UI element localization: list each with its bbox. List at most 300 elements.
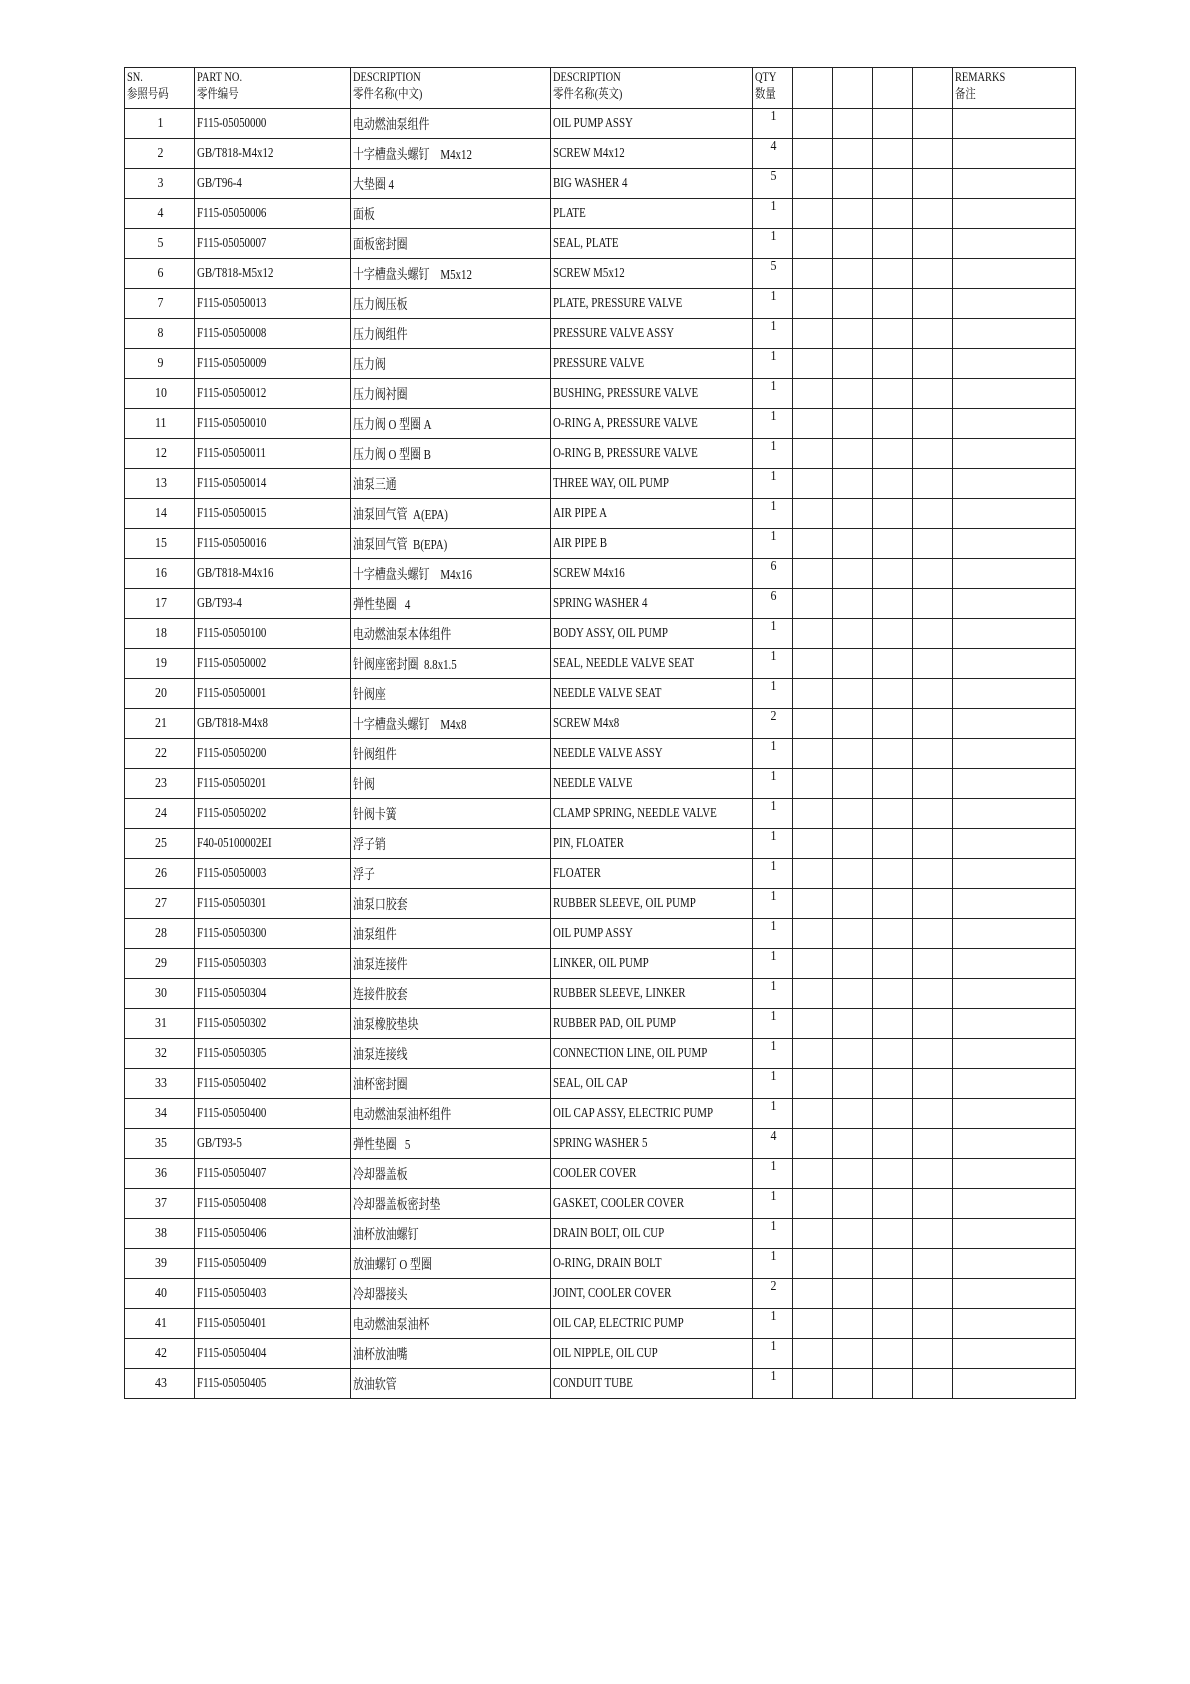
description-en-cell-text: CONNECTION LINE, OIL PUMP xyxy=(553,1045,708,1061)
blank-cell xyxy=(873,619,913,649)
sn-cell xyxy=(125,1339,195,1369)
sn-cell xyxy=(125,649,195,679)
description-cn-cell-text: 油泵回气管 A(EPA) xyxy=(353,507,448,523)
description-en-cell-text: NEEDLE VALVE ASSY xyxy=(553,745,663,761)
blank-cell xyxy=(793,1099,833,1129)
blank-cell xyxy=(833,1219,873,1249)
qty-cell-text: 1 xyxy=(770,1009,777,1024)
sn-cell-text: 30 xyxy=(154,985,167,1001)
remarks-cell xyxy=(953,619,1076,649)
remarks-cell xyxy=(953,1219,1076,1249)
blank-cell xyxy=(913,1189,953,1219)
part-no-cell-text: F115-05050003 xyxy=(197,865,267,881)
sn-cell xyxy=(125,469,195,499)
sn-cell xyxy=(125,829,195,859)
part-no-cell-text: F115-05050001 xyxy=(197,685,267,701)
qty-cell xyxy=(753,1339,793,1369)
sn-cell-text: 2 xyxy=(157,145,164,161)
table-row xyxy=(125,199,1076,229)
remarks-cell xyxy=(953,469,1076,499)
description-cn-cell xyxy=(351,469,551,499)
part-no-cell xyxy=(195,289,351,319)
part-no-cell-text: F115-05050015 xyxy=(197,505,267,521)
blank-cell xyxy=(873,229,913,259)
blank-cell xyxy=(913,1039,953,1069)
blank-cell xyxy=(913,1159,953,1189)
description-en-cell xyxy=(551,1369,753,1399)
remarks-cell xyxy=(953,1309,1076,1339)
qty-cell-text: 1 xyxy=(770,409,777,424)
part-no-cell-text: F115-05050300 xyxy=(197,925,267,941)
table-row xyxy=(125,559,1076,589)
qty-cell-text: 1 xyxy=(770,1189,777,1204)
description-en-cell-text: SEAL, OIL CAP xyxy=(553,1075,628,1091)
blank-cell xyxy=(793,169,833,199)
blank-cell xyxy=(793,619,833,649)
part-no-cell-text: F115-05050405 xyxy=(197,1375,267,1391)
blank-cell xyxy=(913,679,953,709)
qty-cell-text: 1 xyxy=(770,619,777,634)
blank-cell xyxy=(833,709,873,739)
remarks-cell xyxy=(953,499,1076,529)
blank-cell xyxy=(913,1129,953,1159)
remarks-cell xyxy=(953,859,1076,889)
blank-cell xyxy=(913,709,953,739)
description-en-cell-text: SPRING WASHER 4 xyxy=(553,595,648,611)
blank-cell xyxy=(913,889,953,919)
header-remarks-cn: 备注 xyxy=(955,86,976,101)
part-no-cell xyxy=(195,199,351,229)
qty-cell xyxy=(753,889,793,919)
blank-cell xyxy=(873,1009,913,1039)
blank-cell xyxy=(913,769,953,799)
blank-cell xyxy=(913,409,953,439)
sn-cell xyxy=(125,1129,195,1159)
description-en-cell-text: BODY ASSY, OIL PUMP xyxy=(553,625,668,641)
qty-cell-text: 1 xyxy=(770,949,777,964)
remarks-cell xyxy=(953,199,1076,229)
description-cn-cell-text: 十字槽盘头螺钉 M5x12 xyxy=(353,267,472,283)
description-cn-cell xyxy=(351,649,551,679)
blank-cell xyxy=(833,439,873,469)
table-row xyxy=(125,379,1076,409)
part-no-cell xyxy=(195,1219,351,1249)
qty-cell-text: 4 xyxy=(770,1129,777,1144)
description-en-cell-text: OIL PUMP ASSY xyxy=(553,925,633,941)
part-no-cell xyxy=(195,1129,351,1159)
description-cn-cell-text: 压力阀组件 xyxy=(353,327,408,343)
blank-cell xyxy=(793,769,833,799)
part-no-cell-text: GB/T818-M4x8 xyxy=(197,715,268,731)
qty-cell-text: 1 xyxy=(770,889,777,904)
description-en-cell xyxy=(551,1129,753,1159)
table-row xyxy=(125,529,1076,559)
remarks-cell xyxy=(953,289,1076,319)
blank-cell xyxy=(913,169,953,199)
blank-cell xyxy=(913,109,953,139)
description-en-cell xyxy=(551,199,753,229)
qty-cell-text: 1 xyxy=(770,1099,777,1114)
part-no-cell xyxy=(195,979,351,1009)
description-en-cell xyxy=(551,319,753,349)
qty-cell-text: 1 xyxy=(770,859,777,874)
description-en-cell-text: NEEDLE VALVE xyxy=(553,775,633,791)
description-cn-cell xyxy=(351,1009,551,1039)
table-row xyxy=(125,979,1076,1009)
part-no-cell-text: F115-05050403 xyxy=(197,1285,267,1301)
description-en-cell-text: AIR PIPE B xyxy=(553,535,608,551)
sn-cell xyxy=(125,1039,195,1069)
table-row xyxy=(125,1339,1076,1369)
remarks-cell xyxy=(953,769,1076,799)
blank-cell xyxy=(913,349,953,379)
blank-cell xyxy=(873,289,913,319)
part-no-cell xyxy=(195,559,351,589)
description-en-cell xyxy=(551,679,753,709)
blank-cell xyxy=(833,139,873,169)
description-cn-cell xyxy=(351,619,551,649)
header-description-cn-en: DESCRIPTION xyxy=(353,69,421,84)
description-en-cell xyxy=(551,1189,753,1219)
blank-cell xyxy=(833,379,873,409)
qty-cell-text: 5 xyxy=(770,259,777,274)
part-no-cell xyxy=(195,529,351,559)
blank-cell xyxy=(873,319,913,349)
remarks-cell xyxy=(953,1279,1076,1309)
blank-cell xyxy=(913,259,953,289)
blank-cell xyxy=(833,1099,873,1129)
qty-cell xyxy=(753,949,793,979)
blank-cell xyxy=(913,379,953,409)
part-no-cell xyxy=(195,619,351,649)
blank-cell xyxy=(793,1039,833,1069)
part-no-cell-text: F115-05050406 xyxy=(197,1225,267,1241)
blank-cell xyxy=(793,1249,833,1279)
qty-cell-text: 1 xyxy=(770,379,777,394)
qty-cell-text: 1 xyxy=(770,799,777,814)
qty-cell xyxy=(753,1249,793,1279)
blank-cell xyxy=(793,1189,833,1219)
qty-cell xyxy=(753,1369,793,1399)
blank-cell xyxy=(873,709,913,739)
parts-list-table xyxy=(124,67,1076,1399)
qty-cell-text: 1 xyxy=(770,739,777,754)
blank-cell xyxy=(833,169,873,199)
description-en-cell xyxy=(551,139,753,169)
part-no-cell xyxy=(195,439,351,469)
remarks-cell xyxy=(953,169,1076,199)
description-cn-cell-text: 弹性垫圈 4 xyxy=(353,597,411,613)
sn-cell-text: 41 xyxy=(154,1315,167,1331)
qty-cell xyxy=(753,1069,793,1099)
part-no-cell xyxy=(195,949,351,979)
description-cn-cell-text: 压力阀压板 xyxy=(353,297,408,313)
part-no-cell-text: F115-05050010 xyxy=(197,415,267,431)
description-en-cell xyxy=(551,1039,753,1069)
part-no-cell xyxy=(195,1249,351,1279)
blank-cell xyxy=(913,1339,953,1369)
part-no-cell-text: F115-05050011 xyxy=(197,445,266,461)
table-row xyxy=(125,229,1076,259)
blank-cell xyxy=(913,139,953,169)
qty-cell-text: 1 xyxy=(770,1369,777,1384)
blank-cell xyxy=(873,1339,913,1369)
sn-cell-text: 34 xyxy=(154,1105,167,1121)
description-cn-cell-text: 电动燃油泵油杯 xyxy=(353,1317,430,1333)
table-row xyxy=(125,289,1076,319)
header-remarks-en: REMARKS xyxy=(955,69,1006,84)
blank-cell xyxy=(873,259,913,289)
description-en-cell xyxy=(551,1159,753,1189)
blank-cell xyxy=(873,469,913,499)
blank-cell xyxy=(793,259,833,289)
blank-cell xyxy=(873,199,913,229)
qty-cell xyxy=(753,589,793,619)
remarks-cell xyxy=(953,889,1076,919)
blank-cell xyxy=(833,589,873,619)
description-cn-cell xyxy=(351,709,551,739)
description-cn-cell xyxy=(351,169,551,199)
part-no-cell xyxy=(195,589,351,619)
remarks-cell xyxy=(953,649,1076,679)
description-cn-cell xyxy=(351,679,551,709)
description-cn-cell xyxy=(351,1099,551,1129)
qty-cell-text: 1 xyxy=(770,349,777,364)
part-no-cell-text: F115-05050200 xyxy=(197,745,267,761)
remarks-cell xyxy=(953,919,1076,949)
description-cn-cell xyxy=(351,139,551,169)
description-cn-cell xyxy=(351,1219,551,1249)
part-no-cell xyxy=(195,649,351,679)
sn-cell xyxy=(125,739,195,769)
part-no-cell-text: F115-05050401 xyxy=(197,1315,267,1331)
description-en-cell xyxy=(551,529,753,559)
qty-cell xyxy=(753,919,793,949)
blank-cell xyxy=(833,1369,873,1399)
qty-cell xyxy=(753,469,793,499)
sn-cell-text: 15 xyxy=(154,535,167,551)
blank-cell xyxy=(833,559,873,589)
header-blank-1 xyxy=(793,68,833,109)
table-row xyxy=(125,859,1076,889)
description-cn-cell xyxy=(351,1369,551,1399)
remarks-cell xyxy=(953,1129,1076,1159)
blank-cell xyxy=(913,1219,953,1249)
description-en-cell xyxy=(551,1279,753,1309)
header-part-no xyxy=(195,68,351,109)
blank-cell xyxy=(793,529,833,559)
part-no-cell xyxy=(195,1369,351,1399)
blank-cell xyxy=(833,1069,873,1099)
description-cn-cell-text: 连接件胶套 xyxy=(353,987,408,1003)
description-cn-cell xyxy=(351,739,551,769)
blank-cell xyxy=(833,979,873,1009)
blank-cell xyxy=(793,1309,833,1339)
qty-cell xyxy=(753,349,793,379)
blank-cell xyxy=(833,859,873,889)
table-row xyxy=(125,919,1076,949)
blank-cell xyxy=(873,979,913,1009)
description-cn-cell xyxy=(351,379,551,409)
sn-cell-text: 6 xyxy=(157,265,164,281)
table-row xyxy=(125,139,1076,169)
qty-cell xyxy=(753,559,793,589)
description-cn-cell-text: 油泵三通 xyxy=(353,477,397,493)
blank-cell xyxy=(913,979,953,1009)
description-cn-cell xyxy=(351,229,551,259)
blank-cell xyxy=(873,589,913,619)
sn-cell-text: 42 xyxy=(154,1345,167,1361)
remarks-cell xyxy=(953,409,1076,439)
blank-cell xyxy=(833,889,873,919)
description-cn-cell-text: 压力阀 O 型圈 A xyxy=(353,417,432,433)
blank-cell xyxy=(913,529,953,559)
description-cn-cell-text: 针阀卡簧 xyxy=(353,807,397,823)
description-cn-cell-text: 油杯密封圈 xyxy=(353,1077,408,1093)
qty-cell-text: 1 xyxy=(770,1219,777,1234)
description-cn-cell-text: 冷却器接头 xyxy=(353,1287,408,1303)
header-blank-2 xyxy=(833,68,873,109)
sn-cell xyxy=(125,259,195,289)
part-no-cell-text: GB/T818-M5x12 xyxy=(197,265,274,281)
description-en-cell xyxy=(551,739,753,769)
sn-cell-text: 24 xyxy=(154,805,167,821)
blank-cell xyxy=(793,859,833,889)
blank-cell xyxy=(833,1039,873,1069)
description-en-cell-text: FLOATER xyxy=(553,865,601,881)
description-en-cell-text: DRAIN BOLT, OIL CUP xyxy=(553,1225,665,1241)
description-en-cell xyxy=(551,1069,753,1099)
qty-cell xyxy=(753,1279,793,1309)
blank-cell xyxy=(873,559,913,589)
part-no-cell-text: F115-05050009 xyxy=(197,355,267,371)
blank-cell xyxy=(793,139,833,169)
part-no-cell-text: F115-05050002 xyxy=(197,655,267,671)
sn-cell xyxy=(125,1009,195,1039)
sn-cell xyxy=(125,229,195,259)
blank-cell xyxy=(793,229,833,259)
description-cn-cell-text: 油泵连接线 xyxy=(353,1047,408,1063)
description-en-cell-text: OIL CAP ASSY, ELECTRIC PUMP xyxy=(553,1105,714,1121)
description-cn-cell-text: 电动燃油泵组件 xyxy=(353,117,430,133)
blank-cell xyxy=(913,1249,953,1279)
part-no-cell-text: F40-05100002EI xyxy=(197,835,272,851)
sn-cell xyxy=(125,199,195,229)
part-no-cell xyxy=(195,1159,351,1189)
part-no-cell-text: F115-05050202 xyxy=(197,805,267,821)
blank-cell xyxy=(913,1099,953,1129)
blank-cell xyxy=(873,769,913,799)
description-en-cell xyxy=(551,1099,753,1129)
description-cn-cell xyxy=(351,319,551,349)
header-qty-en: QTY xyxy=(755,69,777,84)
sn-cell-text: 7 xyxy=(157,295,164,311)
sn-cell-text: 43 xyxy=(154,1375,167,1391)
blank-cell xyxy=(913,1009,953,1039)
blank-cell xyxy=(873,109,913,139)
blank-cell xyxy=(833,619,873,649)
description-cn-cell-text: 面板密封圈 xyxy=(353,237,408,253)
qty-cell-text: 1 xyxy=(770,199,777,214)
table-row xyxy=(125,1039,1076,1069)
part-no-cell-text: F115-05050404 xyxy=(197,1345,267,1361)
table-row xyxy=(125,799,1076,829)
qty-cell xyxy=(753,289,793,319)
blank-cell xyxy=(913,1369,953,1399)
blank-cell xyxy=(833,229,873,259)
qty-cell xyxy=(753,379,793,409)
sn-cell-text: 16 xyxy=(154,565,167,581)
sn-cell-text: 5 xyxy=(157,235,164,251)
blank-cell xyxy=(833,919,873,949)
qty-cell-text: 1 xyxy=(770,1249,777,1264)
table-row xyxy=(125,1309,1076,1339)
remarks-cell xyxy=(953,1369,1076,1399)
sn-cell-text: 33 xyxy=(154,1075,167,1091)
part-no-cell-text: F115-05050303 xyxy=(197,955,267,971)
description-en-cell xyxy=(551,499,753,529)
description-en-cell-text: AIR PIPE A xyxy=(553,505,608,521)
qty-cell-text: 1 xyxy=(770,1069,777,1084)
sn-cell xyxy=(125,289,195,319)
description-en-cell xyxy=(551,949,753,979)
description-en-cell-text: SCREW M4x8 xyxy=(553,715,620,731)
header-description-en xyxy=(551,68,753,109)
sn-cell-text: 38 xyxy=(154,1225,167,1241)
qty-cell-text: 1 xyxy=(770,1309,777,1324)
blank-cell xyxy=(793,979,833,1009)
qty-cell xyxy=(753,1219,793,1249)
part-no-cell-text: GB/T818-M4x16 xyxy=(197,565,274,581)
blank-cell xyxy=(913,1309,953,1339)
qty-cell xyxy=(753,169,793,199)
table-row xyxy=(125,439,1076,469)
qty-cell-text: 1 xyxy=(770,769,777,784)
remarks-cell xyxy=(953,559,1076,589)
part-no-cell xyxy=(195,1189,351,1219)
description-en-cell-text: O-RING A, PRESSURE VALVE xyxy=(553,415,698,431)
description-en-cell xyxy=(551,979,753,1009)
part-no-cell-text: F115-05050408 xyxy=(197,1195,267,1211)
table-row xyxy=(125,1129,1076,1159)
sn-cell-text: 17 xyxy=(154,595,167,611)
qty-cell xyxy=(753,109,793,139)
sn-cell xyxy=(125,409,195,439)
sn-cell-text: 10 xyxy=(154,385,167,401)
description-en-cell xyxy=(551,1219,753,1249)
description-cn-cell-text: 电动燃油泵本体组件 xyxy=(353,627,452,643)
qty-cell xyxy=(753,709,793,739)
part-no-cell-text: F115-05050400 xyxy=(197,1105,267,1121)
description-en-cell-text: SCREW M5x12 xyxy=(553,265,625,281)
qty-cell-text: 1 xyxy=(770,979,777,994)
qty-cell xyxy=(753,859,793,889)
description-cn-cell xyxy=(351,979,551,1009)
part-no-cell-text: F115-05050409 xyxy=(197,1255,267,1271)
blank-cell xyxy=(913,559,953,589)
description-cn-cell xyxy=(351,889,551,919)
blank-cell xyxy=(793,709,833,739)
description-en-cell-text: SCREW M4x16 xyxy=(553,565,625,581)
qty-cell xyxy=(753,319,793,349)
part-no-cell-text: GB/T96-4 xyxy=(197,175,242,191)
part-no-cell-text: F115-05050305 xyxy=(197,1045,267,1061)
remarks-cell xyxy=(953,1159,1076,1189)
description-cn-cell-text: 弹性垫圈 5 xyxy=(353,1137,411,1153)
description-cn-cell-text: 针阀座密封圈 8.8x1.5 xyxy=(353,657,457,673)
table-row xyxy=(125,1279,1076,1309)
description-cn-cell xyxy=(351,1069,551,1099)
